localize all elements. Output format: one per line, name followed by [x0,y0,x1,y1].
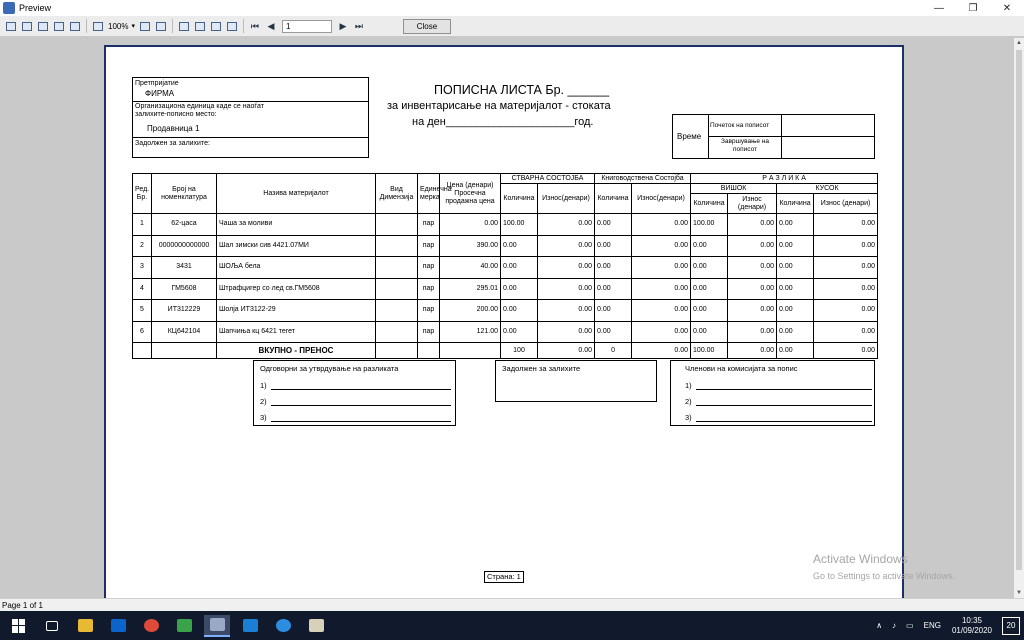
scroll-up-icon[interactable]: ▲ [1016,40,1022,46]
status-bar [0,598,1024,611]
right-box-title: Членови на комисијата за попис [685,364,798,373]
cell-actual-amount: 0.00 [538,235,595,257]
cell-book-qty: 0.00 [595,300,632,322]
preview-toolbar [0,16,1024,37]
cell-shortage-amount: 0.00 [814,300,878,322]
cell-name: Шапчиња кц 6421 тегет [217,321,376,343]
print-icon[interactable] [4,19,18,33]
cell-shortage-amount: 0.00 [814,278,878,300]
volume-icon[interactable]: ♪ [892,621,897,630]
left-box-title: Одговорни за утврдување на разликата [260,364,399,373]
toolbar-separator [86,19,87,33]
chrome-icon[interactable] [138,615,164,637]
company-label: Претпријатие [135,80,179,87]
col-book-state: Книговодствена Состојба [595,174,691,184]
close-window-button[interactable]: ✕ [1002,2,1012,14]
task-view-icon[interactable] [39,615,65,637]
col-dim: Вид Димензија [376,174,418,214]
col-difference: Р А З Л И К А [691,174,878,184]
cell-book-amount: 0.00 [632,257,691,279]
company-box [132,77,369,158]
cell-price: 200.00 [440,300,501,322]
col-surplus-amount: Износ (денари) [728,194,777,214]
line-number: 1) [260,381,267,390]
col-shortage-amount: Износ (денари) [814,194,878,214]
cell-no: 4 [133,278,152,300]
signature-line [696,421,872,422]
chevron-up-icon[interactable]: ∧ [876,621,883,630]
next-page-icon[interactable]: ▶ [339,20,347,31]
cell-book-amount: 0.00 [632,214,691,236]
app-icon-blue[interactable] [270,615,296,637]
total-actual-amount: 0.00 [538,343,595,359]
cell-name: ШОЉА бела [217,257,376,279]
cell-unit: пар [418,278,440,300]
cell-surplus-amount: 0.00 [728,321,777,343]
window-controls [922,0,1024,16]
company-value: ФИРМА [145,89,175,98]
chevron-down-icon: ▾ [131,23,135,30]
cell-actual-qty: 0.00 [501,321,538,343]
total-row [133,343,878,359]
cell-name: Шал зимски сив 4421.07МИ [217,235,376,257]
toolbar-separator [243,19,244,33]
line-number: 2) [685,397,692,406]
language-indicator[interactable]: ENG [923,621,941,630]
cell-shortage-qty: 0.00 [777,214,814,236]
toolbar-separator [172,19,173,33]
responsible-stock-box [495,360,657,402]
clock-time: 10:35 [961,615,982,625]
cell-dim [376,214,418,236]
file-explorer-icon[interactable] [72,615,98,637]
app-icon [3,2,15,14]
cell-shortage-qty: 0.00 [777,278,814,300]
cell-code: 0000000000000 [152,235,217,257]
last-page-icon[interactable]: ⏭ [354,20,364,31]
single-page-icon[interactable] [177,19,191,33]
line-number: 3) [260,413,267,422]
cell-surplus-amount: 0.00 [728,300,777,322]
cell-surplus-qty: 0.00 [691,257,728,279]
activate-windows-title: Activate Windows [813,552,908,566]
divider [133,101,368,102]
line-number: 2) [260,397,267,406]
cell-code: КЦ642104 [152,321,217,343]
maximize-button[interactable]: ❐ [968,2,978,14]
title-bar [0,0,1024,16]
cell-actual-qty: 0.00 [501,278,538,300]
cell-actual-amount: 0.00 [538,321,595,343]
cell-price: 40.00 [440,257,501,279]
col-actual-qty: Количина [501,184,538,214]
col-price: Цена (денари) Просечна продажна цена [440,174,501,214]
cell-surplus-qty: 0.00 [691,321,728,343]
cell-name: Шолја ИТ3122-29 [217,300,376,322]
close-button[interactable]: Close [403,19,451,34]
signature-line [696,389,872,390]
signature-line [271,405,451,406]
cell-shortage-qty: 0.00 [777,235,814,257]
col-actual-amount: Износ(денари) [538,184,595,214]
signature-line [271,421,451,422]
cell-book-qty: 0.00 [595,278,632,300]
total-book-qty: 0 [595,343,632,359]
cell-unit: пар [418,257,440,279]
cell-surplus-qty: 0.00 [691,278,728,300]
open-icon[interactable] [20,19,34,33]
cell-dim [376,278,418,300]
table-row [133,278,878,300]
start-label: Почеток на пописот [710,122,770,129]
cell-actual-amount: 0.00 [538,300,595,322]
responsible-difference-box [253,360,456,426]
fit-page-icon[interactable] [154,19,168,33]
page-number-input[interactable]: 1 [282,20,332,33]
cell-dim [376,257,418,279]
cell-dim [376,235,418,257]
cell-actual-amount: 0.00 [538,214,595,236]
network-icon[interactable]: ▭ [906,621,914,630]
unit-value: Продавница 1 [147,124,200,133]
cell-actual-amount: 0.00 [538,278,595,300]
cell-book-qty: 0.00 [595,235,632,257]
zoom-in-icon[interactable] [91,19,105,33]
cell-price: 0.00 [440,214,501,236]
cell-unit: пар [418,321,440,343]
window-title: Preview [19,3,52,13]
table-row [133,321,878,343]
line-number: 3) [685,413,692,422]
cell-shortage-qty: 0.00 [777,257,814,279]
zoom-select[interactable] [108,22,135,31]
cell-dim [376,300,418,322]
preview-viewport [0,38,1014,598]
cell-dim [376,321,418,343]
save-icon[interactable] [36,19,50,33]
total-shortage-qty: 0.00 [777,343,814,359]
cell-code: ГМ5608 [152,278,217,300]
signature-line [696,405,872,406]
time-box [672,114,875,159]
cell-code: ИТ312229 [152,300,217,322]
cell-name: Чаша за моливи [217,214,376,236]
scroll-down-icon[interactable]: ▼ [1016,590,1022,596]
table-row [133,257,878,279]
windows-logo-icon [12,619,26,633]
zoom-value: 100% [108,21,129,31]
cell-empty [152,343,217,359]
prev-page-icon[interactable]: ◀ [267,20,275,31]
cell-book-amount: 0.00 [632,235,691,257]
inventory-table [132,173,878,359]
responsible-label: Задолжен за залихите: [135,140,210,147]
app-icon-green[interactable] [171,615,197,637]
unit-label: Организациона единица каде се наоѓат залихите-пописно место: [135,103,264,118]
cell-price: 121.00 [440,321,501,343]
col-shortage: КУСОК [777,184,878,194]
total-surplus-amount: 0.00 [728,343,777,359]
vertical-scrollbar[interactable] [1014,38,1024,598]
total-surplus-qty: 100.00 [691,343,728,359]
cell-book-qty: 0.00 [595,257,632,279]
page-count-status: Page 1 of 1 [2,601,43,610]
cell-surplus-qty: 100.00 [691,214,728,236]
cell-actual-qty: 100.00 [501,214,538,236]
document-title: ПОПИСНА ЛИСТА Бр. ______ [434,83,610,97]
end-label: Завршување на пописот [721,138,769,153]
cell-actual-qty: 0.00 [501,235,538,257]
cell-empty [440,343,501,359]
cell-empty [376,343,418,359]
cell-actual-qty: 0.00 [501,257,538,279]
clock-date: 01/09/2020 [951,625,992,635]
col-book-qty: Количина [595,184,632,214]
col-book-amount: Износ(денари) [632,184,691,214]
divider [708,136,874,137]
table-row [133,214,878,236]
page-setup-icon[interactable] [52,19,66,33]
col-no: Ред. Бр. [133,174,152,214]
total-actual-qty: 100 [501,343,538,359]
cell-price: 295.01 [440,278,501,300]
cell-shortage-amount: 0.00 [814,235,878,257]
col-name: Назива материјалот [217,174,376,214]
mid-box-title: Задолжен за залихите [502,364,581,373]
table-row [133,235,878,257]
taskbar [0,611,1024,640]
notification-icon[interactable]: 20 [1002,617,1020,635]
total-shortage-amount: 0.00 [814,343,878,359]
col-unit: Единечна мерка [418,174,440,214]
edit-icon[interactable] [225,19,239,33]
cell-code: 62-цаса [152,214,217,236]
clock[interactable] [952,616,992,636]
document-subtitle: за инвентарисање на материјалот - стоката [387,100,611,112]
cell-shortage-qty: 0.00 [777,321,814,343]
divider [133,137,368,138]
paint-icon[interactable] [303,615,329,637]
cell-surplus-amount: 0.00 [728,235,777,257]
col-shortage-qty: Количина [777,194,814,214]
total-book-amount: 0.00 [632,343,691,359]
cell-price: 390.00 [440,235,501,257]
cell-surplus-amount: 0.00 [728,214,777,236]
cell-shortage-qty: 0.00 [777,300,814,322]
cell-empty [418,343,440,359]
minimize-button[interactable]: — [934,2,944,14]
cell-surplus-qty: 0.00 [691,300,728,322]
cell-unit: пар [418,235,440,257]
cell-surplus-amount: 0.00 [728,257,777,279]
scroll-thumb[interactable] [1016,50,1022,570]
multi-page-icon[interactable] [209,19,223,33]
cell-no: 5 [133,300,152,322]
col-surplus: ВИШОК [691,184,777,194]
table-row [133,300,878,322]
line-number: 1) [685,381,692,390]
cell-book-amount: 0.00 [632,278,691,300]
cell-actual-qty: 0.00 [501,300,538,322]
two-pages-icon[interactable] [193,19,207,33]
cell-no: 3 [133,257,152,279]
cell-surplus-qty: 0.00 [691,235,728,257]
cell-book-amount: 0.00 [632,300,691,322]
cell-code: 3431 [152,257,217,279]
col-code: Број на номенклатура [152,174,217,214]
teamviewer-icon[interactable] [237,615,263,637]
cell-no: 2 [133,235,152,257]
header-row [133,174,878,184]
cell-surplus-amount: 0.00 [728,278,777,300]
col-actual-state: СТВАРНА СОСТОЈБА [501,174,595,184]
cell-no: 1 [133,214,152,236]
cell-actual-amount: 0.00 [538,257,595,279]
cell-book-amount: 0.00 [632,321,691,343]
signature-line [271,389,451,390]
activate-windows-subtitle: Go to Settings to activate Windows. [813,571,956,581]
cell-shortage-amount: 0.00 [814,257,878,279]
cell-unit: пар [418,300,440,322]
zoom-out-icon[interactable] [138,19,152,33]
find-icon[interactable] [68,19,82,33]
cell-shortage-amount: 0.00 [814,214,878,236]
start-button[interactable] [6,615,32,637]
time-label: Време [677,132,702,141]
system-tray [871,611,1024,640]
preview-app-icon[interactable] [204,615,230,637]
cell-no: 6 [133,321,152,343]
document-date-line: на ден_____________________год. [412,116,594,128]
col-surplus-qty: Количина [691,194,728,214]
total-label: ВКУПНО - ПРЕНОС [217,343,376,359]
first-page-icon[interactable]: ⏮ [250,20,260,31]
commission-box [670,360,875,426]
document-page [104,45,904,615]
cell-book-qty: 0.00 [595,321,632,343]
page-footer: Страна: 1 [484,571,524,583]
cell-empty [133,343,152,359]
cell-shortage-amount: 0.00 [814,321,878,343]
outlook-icon[interactable] [105,615,131,637]
cell-book-qty: 0.00 [595,214,632,236]
cell-name: Штрафцигер со лед св.ГМ5608 [217,278,376,300]
cell-unit: пар [418,214,440,236]
